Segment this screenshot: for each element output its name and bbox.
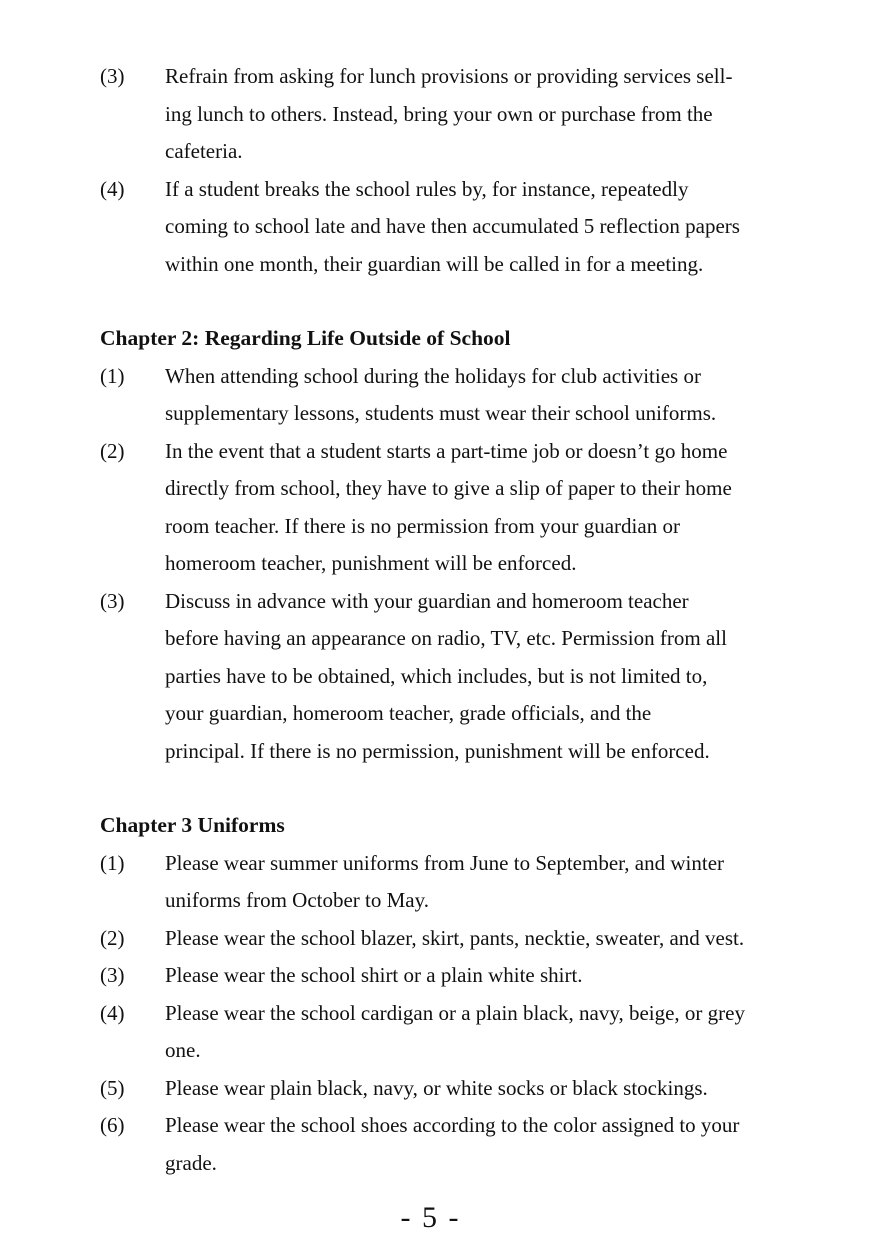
item-line: In the event that a student starts a part-time job or doesn’t go home — [165, 438, 728, 463]
item-line: Discuss in advance with your guardian and homeroom teacher — [165, 588, 689, 613]
item-line: Please wear the school shirt or a plain white shirt. — [165, 963, 583, 987]
item-text — [165, 1107, 785, 1182]
list-item — [100, 1107, 785, 1182]
list-item — [100, 845, 785, 920]
item-line: Please wear plain black, navy, or white socks or black stockings. — [165, 1075, 708, 1100]
section-heading: Chapter 2: Regarding Life Outside of School — [100, 326, 511, 350]
item-line: directly from school, they have to give a slip of paper to their home — [165, 476, 732, 500]
item-line: homeroom teacher, punishment will be enforced. — [165, 551, 577, 575]
list-item — [100, 583, 785, 771]
item-line: within one month, their guardian will be called in for a meeting. — [165, 251, 704, 276]
item-line: Please wear summer uniforms from June to September, and winter — [165, 850, 725, 875]
page-number: - 5 - — [400, 1201, 461, 1234]
item-text — [165, 171, 785, 284]
item-text — [165, 58, 785, 171]
item-line: one. — [165, 1038, 201, 1062]
item-number: (5) — [100, 1075, 125, 1100]
item-line: Please wear the school cardigan or a plain black, navy, beige, or grey — [165, 1000, 745, 1025]
section-chapter-3 — [100, 807, 785, 1182]
item-text — [165, 845, 785, 920]
list-item — [100, 1070, 785, 1108]
item-line: Please wear the school blazer, skirt, pants, necktie, sweater, and vest. — [165, 925, 745, 950]
list-item — [100, 58, 785, 171]
item-text — [165, 1070, 785, 1108]
item-number: (2) — [100, 925, 125, 950]
list-item — [100, 920, 785, 958]
item-text — [165, 995, 785, 1070]
item-number: (4) — [100, 1000, 125, 1025]
item-number: (3) — [100, 64, 125, 88]
section-continued — [100, 58, 785, 283]
item-number: (3) — [100, 963, 125, 987]
item-line: cafeteria. — [165, 139, 243, 163]
item-text — [165, 583, 785, 771]
item-number: (2) — [100, 438, 125, 463]
list-item — [100, 433, 785, 583]
section-heading: Chapter 3 Uniforms — [100, 813, 285, 837]
item-text — [165, 920, 785, 958]
item-line: your guardian, homeroom teacher, grade officials, and the — [165, 701, 652, 725]
item-number: (1) — [100, 363, 125, 388]
item-line: Please wear the school shoes according to the color assigned to your — [165, 1113, 740, 1137]
item-line: ing lunch to others. Instead, bring your own or purchase from the — [165, 101, 713, 126]
list-item — [100, 171, 785, 284]
list-item — [100, 957, 785, 995]
item-number: (1) — [100, 850, 125, 875]
item-line: uniforms from October to May. — [165, 888, 429, 912]
item-line: before having an appearance on radio, TV, etc. Permission from all — [165, 626, 727, 650]
list-item — [100, 995, 785, 1070]
item-text — [165, 358, 785, 433]
item-text — [165, 433, 785, 583]
item-number: (3) — [100, 588, 125, 613]
item-line: If a student breaks the school rules by, for instance, repeatedly — [165, 176, 689, 201]
item-number: (6) — [100, 1113, 125, 1137]
item-line: grade. — [165, 1150, 217, 1175]
section-chapter-2 — [100, 320, 785, 770]
item-line: Refrain from asking for lunch provisions or providing services sell- — [165, 64, 733, 88]
item-line: supplementary lessons, students must wear their school uniforms. — [165, 401, 717, 425]
item-line: When attending school during the holidays for club activities or — [165, 363, 701, 388]
item-number: (4) — [100, 176, 125, 201]
item-text — [165, 957, 785, 995]
item-line: principal. If there is no permission, punishment will be enforced. — [165, 738, 710, 763]
list-item — [100, 358, 785, 433]
item-line: parties have to be obtained, which includes, but is not limited to, — [165, 663, 708, 688]
item-line: coming to school late and have then accumulated 5 reflection papers — [165, 214, 740, 238]
item-line: room teacher. If there is no permission from your guardian or — [165, 513, 680, 538]
